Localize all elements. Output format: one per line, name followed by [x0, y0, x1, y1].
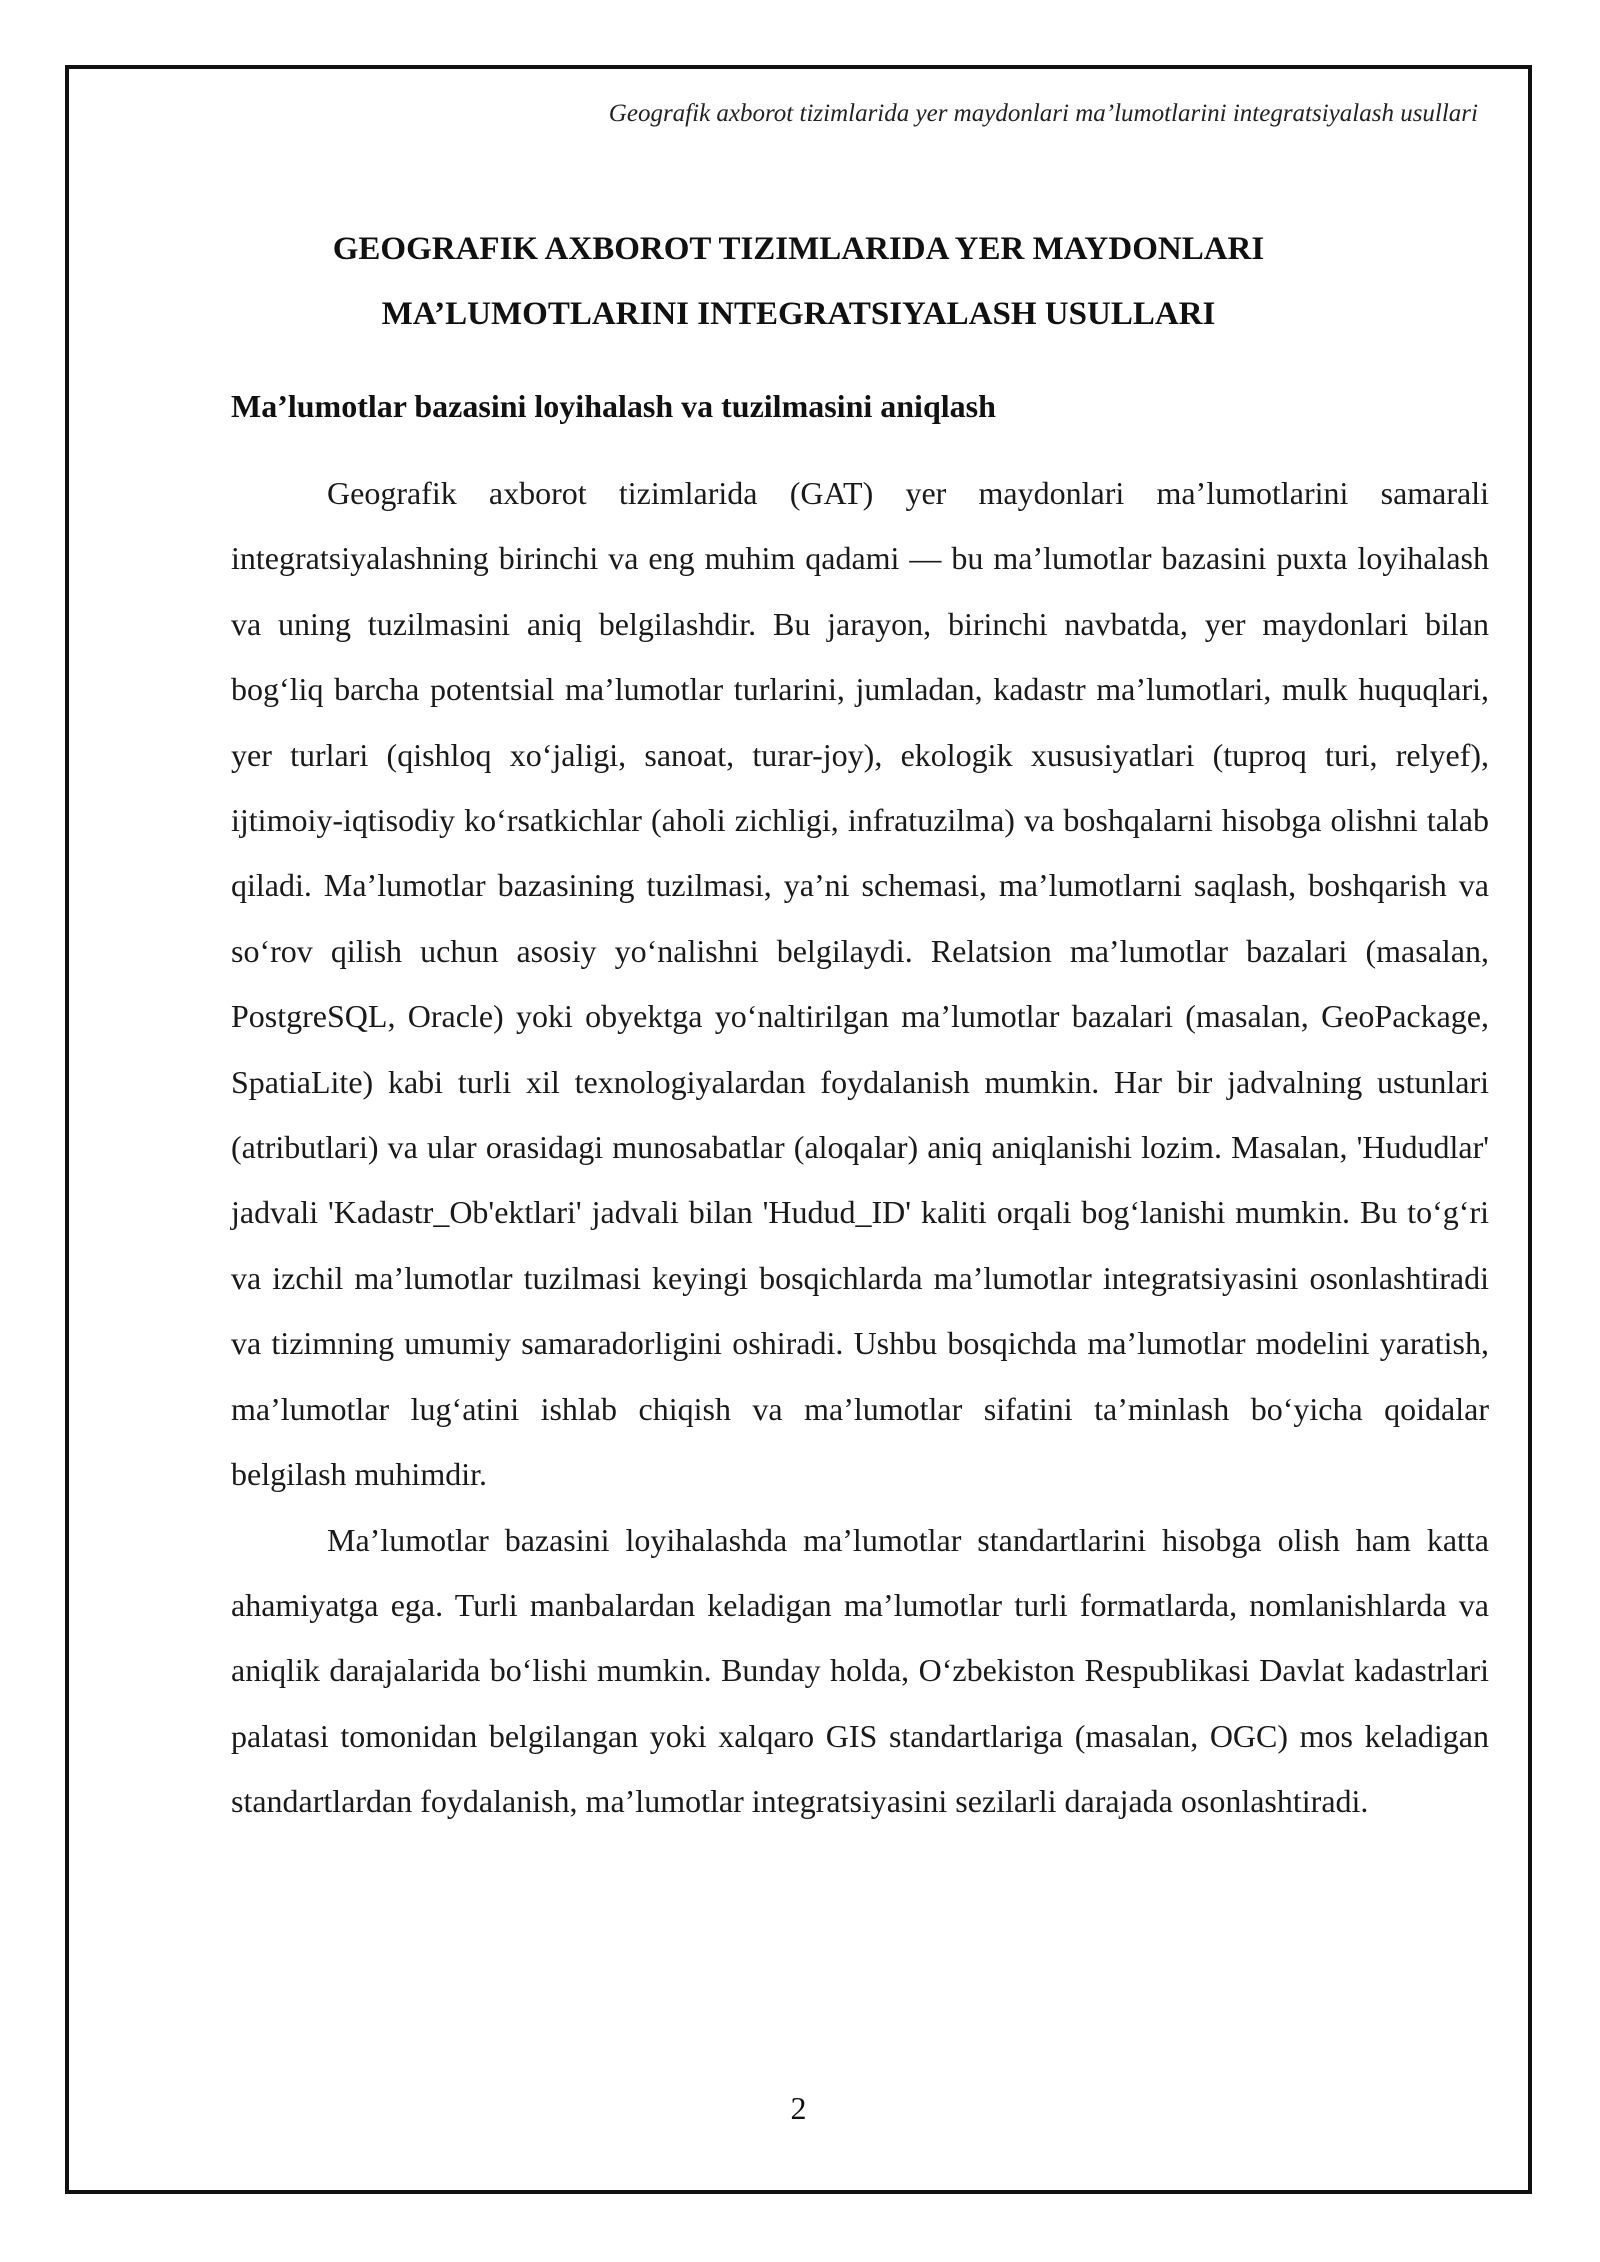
running-header: Geografik axborot tizimlarida yer maydonlari ma’lumotlarini integratsiyalash usullari: [608, 100, 1478, 127]
paragraph-2: Ma’lumotlar bazasini loyihalashda ma’lumotlar standartlarini hisobga olish ham katta ahamiyatga ega. Turli manbalardan keladigan ma’lumotlar turli formatlarda, nomlanishlarda va aniqlik darajalarida bo‘lishi mumkin. Bunday holda, O‘zbekiston Respublikasi Davlat kadastrlari palatasi tomonidan belgilangan yoki xalqaro GIS standartlariga (masalan, OGC) mos keladigan standartlardan foydalanish, ma’lumotlar integratsiyasini sezilarli darajada osonlashtiradi.: [231, 1521, 1489, 1820]
document-title-line-1: GEOGRAFIK AXBOROT TIZIMLARIDA YER MAYDONLARI: [332, 231, 1265, 267]
document-title: [69, 217, 1528, 347]
document-title-line-2: MA’LUMOTLARINI INTEGRATSIYALASH USULLARI: [381, 296, 1216, 332]
section-heading: Ma’lumotlar bazasini loyihalash va tuzilmasini aniqlash: [231, 388, 996, 424]
page-frame: [65, 65, 1532, 2194]
paragraph-1: Geografik axborot tizimlarida (GAT) yer maydonlari ma’lumotlarini samarali integratsiyalashning birinchi va eng muhim qadami — bu ma’lumotlar bazasini puxta loyihalash va uning tuzilmasini aniq belgilashdir. Bu jarayon, birinchi navbatda, yer maydonlari bilan bog‘liq barcha potentsial ma’lumotlar turlarini, jumladan, kadastr ma’lumotlari, mulk huquqlari, yer turlari (qishloq xo‘jaligi, sanoat, turar-joy), ekologik xususiyatlari (tuproq turi, relyef), ijtimoiy-iqtisodiy ko‘rsatkichlar (aholi zichligi, infratuzilma) va boshqalarni hisobga olishni talab qiladi. Ma’lumotlar bazasining tuzilmasi, ya’ni schemasi, ma’lumotlarni saqlash, boshqarish va so‘rov qilish uchun asosiy yo‘nalishni belgilaydi. Relatsion ma’lumotlar bazalari (masalan, PostgreSQL, Oracle) yoki obyektga yo‘naltirilgan ma’lumotlar bazalari (masalan, GeoPackage, SpatiaLite) kabi turli xil texnologiyalardan foydalanish mumkin. Har bir jadvalning ustunlari (atributlari) va ular orasidagi munosabatlar (aloqalar) aniq aniqlanishi lozim. Masalan, 'Hududlar' jadvali 'Kadastr_Ob'ektlari' jadvali bilan 'Hudud_ID' kaliti orqali bog‘lanishi mumkin. Bu to‘g‘ri va izchil ma’lumotlar tuzilmasi keyingi bosqichlarda ma’lumotlar integratsiyasini osonlashtiradi va tizimning umumiy samaradorligini oshiradi. Ushbu bosqichda ma’lumotlar modelini yaratish, ma’lumotlar lug‘atini ishlab chiqish va ma’lumotlar sifatini ta’minlash bo‘yicha qoidalar belgilash muhimdir.: [231, 475, 1489, 1493]
body-text: [231, 461, 1489, 1835]
page-number: 2: [790, 2090, 807, 2126]
